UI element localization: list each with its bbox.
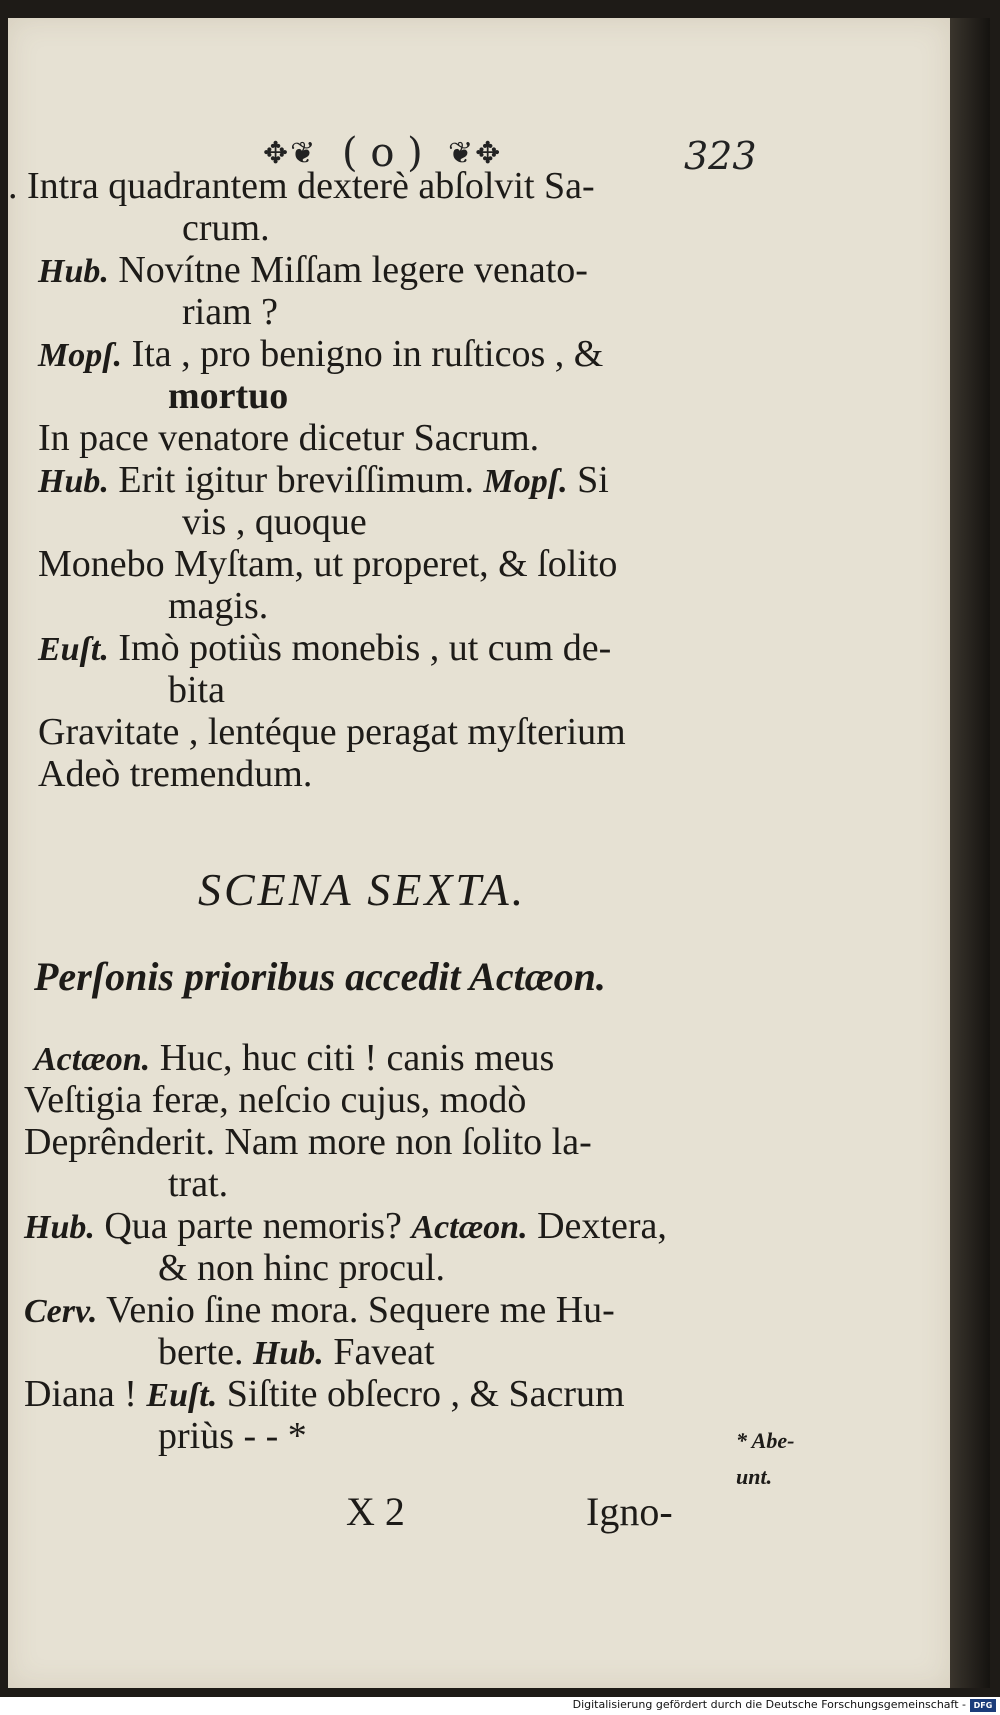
text-line: & non hinc procul.: [158, 1247, 446, 1289]
margin-note-line: * Abe-: [736, 1428, 795, 1453]
speaker-label: Euſt.: [38, 631, 109, 668]
text-line: magis.: [168, 585, 269, 627]
page-edge: [950, 18, 990, 1688]
text-line: Monebo Myſtam, ut properet, & ſolito: [38, 543, 618, 585]
text-line: Gravitate , lentéque peragat myſterium: [38, 711, 626, 753]
margin-note-line: unt.: [736, 1464, 773, 1489]
text-line: mortuo: [168, 375, 289, 417]
speaker-label: Hub.: [24, 1209, 95, 1246]
text-line: Diana ! Euſt. Siſtite obſecro , & Sacrum: [24, 1373, 625, 1415]
text-line: Cerv. Venio ſine mora. Sequere me Hu-: [24, 1289, 615, 1331]
text-line: crum.: [182, 207, 270, 249]
text-line: Euſt. Imò potiùs monebis , ut cum de-: [38, 627, 612, 669]
text-line: berte. Hub. Faveat: [158, 1331, 435, 1373]
speaker-label: Euſt.: [146, 1377, 218, 1414]
speaker-label: Hub.: [38, 253, 109, 290]
ornament-left: ✥❦: [263, 136, 318, 171]
speaker-label: Hub.: [252, 1335, 324, 1372]
text-line: Actæon. Huc, huc citi ! canis meus: [34, 1037, 555, 1079]
book-page: [8, 18, 950, 1688]
stage-direction: Perſonis prioribus accedit Actæon.: [34, 954, 606, 999]
speaker-label: Hub.: [38, 463, 109, 500]
text-line: Hub. Erit igitur breviſſimum. Mopſ. Si: [38, 459, 609, 501]
margin-note: [736, 1423, 794, 1495]
text-line: In pace venatore dicetur Sacrum.: [38, 417, 540, 459]
speaker-label: Cerv.: [24, 1293, 98, 1330]
text-line: Veſtigia feræ, neſcio cujus, modò: [24, 1079, 527, 1121]
text-line: Adeò tremendum.: [38, 753, 313, 795]
text-line: trat.: [168, 1163, 229, 1205]
scene-title: SCENA SEXTA.: [198, 864, 527, 915]
signature-mark: X 2: [346, 1489, 405, 1534]
running-head-center: ( o ): [342, 130, 423, 176]
text-line: vis , quoque: [182, 501, 367, 543]
text-line: . Intra quadrantem dexterè abſolvit Sa-: [8, 165, 595, 207]
text-line: Hub. Qua parte nemoris? Actæon. Dextera,: [24, 1205, 667, 1247]
page-number: 323: [684, 134, 757, 178]
speaker-label: Actæon.: [411, 1209, 528, 1246]
text-line: priùs - - *: [158, 1415, 307, 1457]
text-line: riam ?: [182, 291, 279, 333]
funding-notice: Digitalisierung gefördert durch die Deutsche Forschungsgemeinschaft -: [572, 1698, 966, 1711]
text-line: Deprênderit. Nam more non ſolito la-: [24, 1121, 592, 1163]
catchword: Igno-: [586, 1489, 673, 1534]
footer-bar: [0, 1697, 1000, 1715]
dfg-logo: DFG: [970, 1699, 996, 1712]
speaker-label: Mopſ.: [38, 337, 123, 374]
text-line: bita: [168, 669, 225, 711]
speaker-label: Mopſ.: [483, 463, 568, 500]
text-line: Hub. Novítne Miſſam legere venato-: [38, 249, 588, 291]
speaker-label: Actæon.: [34, 1041, 151, 1078]
ornament-right: ❦✥: [448, 136, 503, 171]
text-line: Mopſ. Ita , pro benigno in ruſticos , &: [38, 333, 604, 375]
